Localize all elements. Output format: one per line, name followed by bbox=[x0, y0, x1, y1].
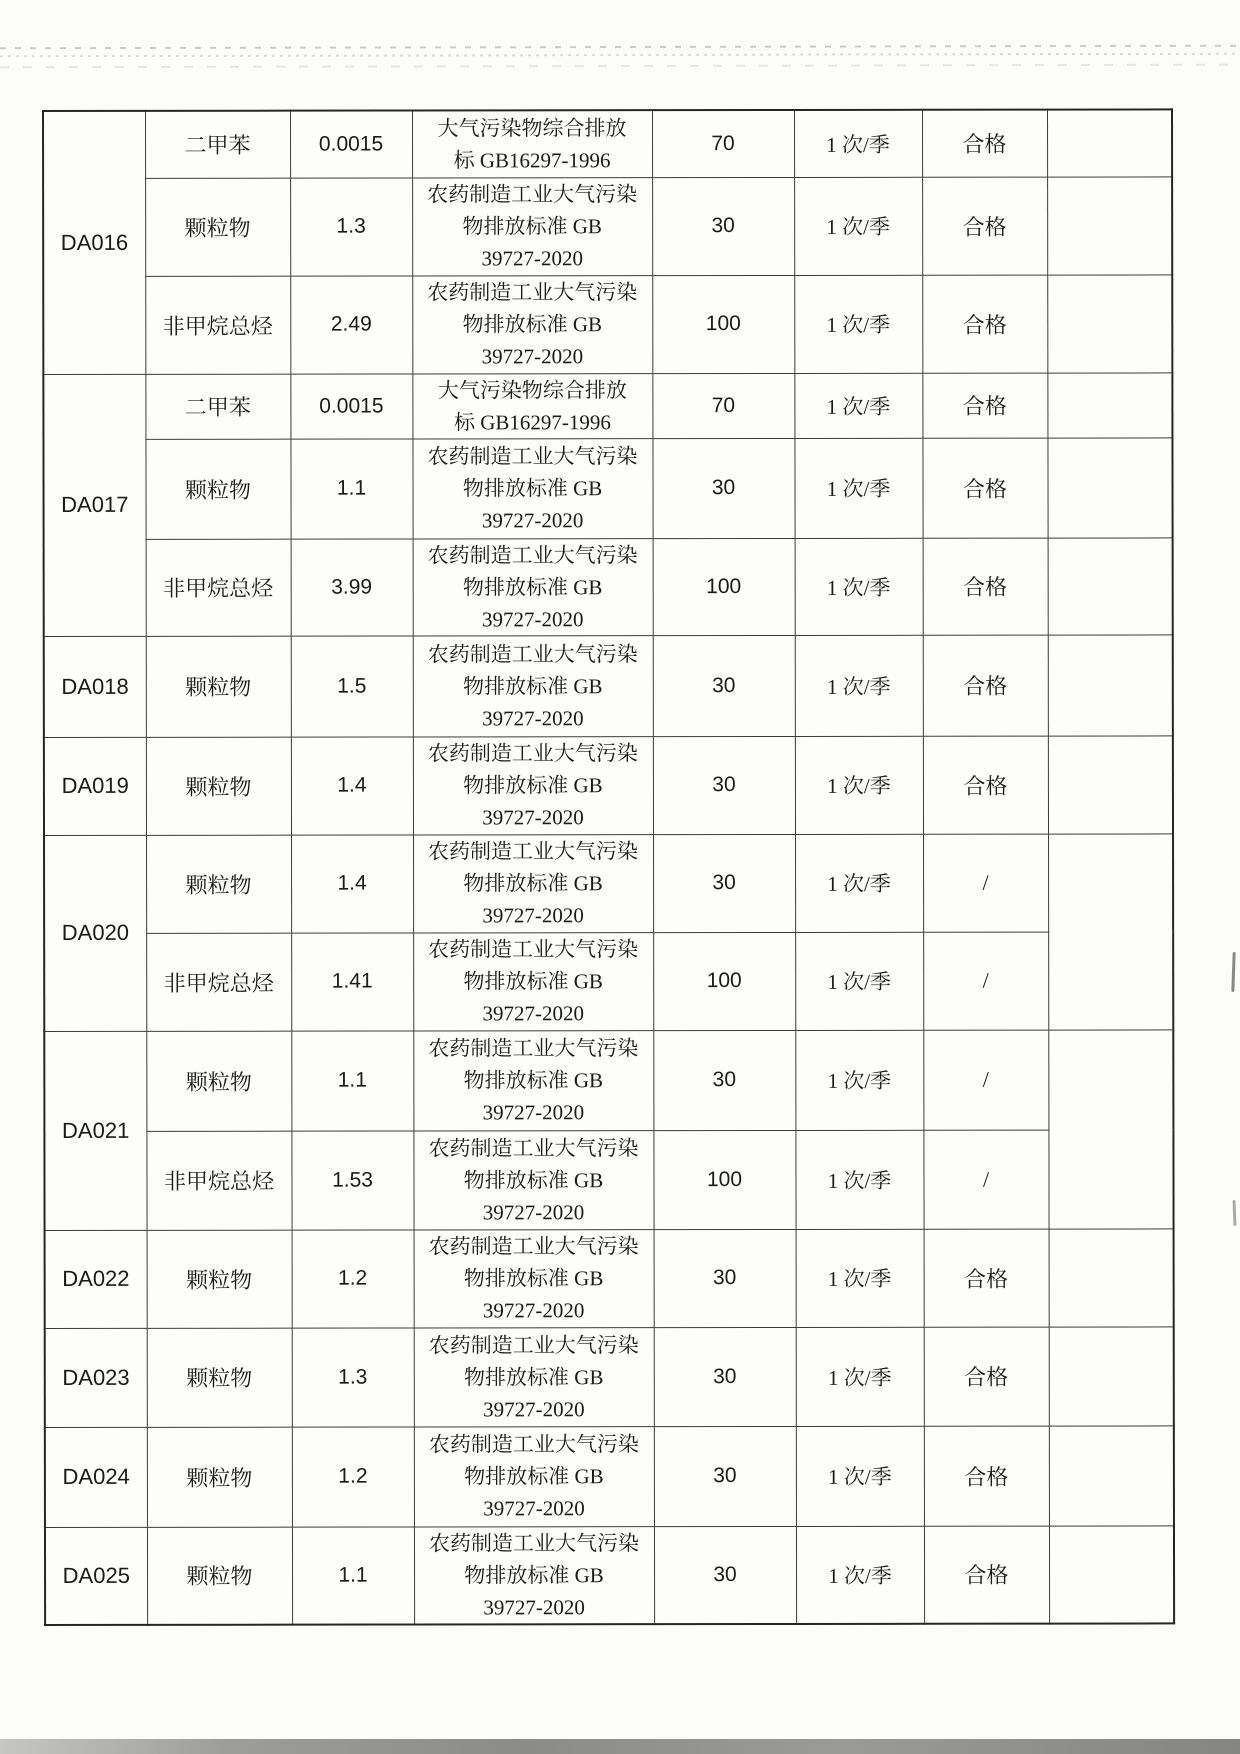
frequency-cell: 1 次/季 bbox=[796, 1229, 924, 1327]
frequency-cell: 1 次/季 bbox=[795, 538, 923, 635]
standard-line: 农药制造工业大气污染 bbox=[428, 937, 639, 962]
standard-line: 农药制造工业大气污染 bbox=[428, 1530, 640, 1555]
frequency-cell: 1 次/季 bbox=[795, 834, 923, 932]
value-cell: 1.4 bbox=[291, 834, 413, 932]
pollutant-cell: 非甲烷总烃 bbox=[146, 1131, 291, 1230]
standard-cell bbox=[412, 177, 652, 275]
value-cell: 1.2 bbox=[292, 1426, 414, 1526]
table-row bbox=[43, 372, 1172, 439]
remark-cell bbox=[1048, 735, 1173, 833]
standard-line: 物排放标准 GB bbox=[463, 1167, 604, 1192]
result-cell: / bbox=[923, 1130, 1048, 1229]
limit-cell: 70 bbox=[652, 373, 794, 438]
standard-line: 39727-2020 bbox=[482, 1199, 585, 1224]
pollutant-cell: 颗粒物 bbox=[147, 1427, 292, 1527]
pollutant-cell: 二甲苯 bbox=[145, 111, 290, 178]
pollutant-cell: 二甲苯 bbox=[145, 374, 290, 439]
pollutant-cell: 颗粒物 bbox=[147, 1328, 292, 1427]
emission-monitoring-table bbox=[42, 108, 1175, 1625]
table-row bbox=[44, 931, 1173, 1031]
standard-line: 农药制造工业大气污染 bbox=[428, 1432, 639, 1457]
table-row bbox=[44, 1129, 1173, 1230]
standard-cell bbox=[414, 1526, 654, 1624]
pollutant-cell: 颗粒物 bbox=[146, 737, 291, 835]
standard-line: 标 GB16297-1996 bbox=[453, 409, 611, 434]
remark-cell bbox=[1049, 1228, 1174, 1326]
frequency-cell: 1 次/季 bbox=[795, 736, 923, 834]
value-cell: 0.0015 bbox=[290, 373, 412, 438]
standard-line: 物排放标准 GB bbox=[462, 476, 603, 501]
limit-cell: 30 bbox=[654, 1526, 796, 1624]
standard-line: 农药制造工业大气污染 bbox=[428, 839, 639, 864]
table-row bbox=[44, 735, 1173, 835]
pollutant-cell: 非甲烷总烃 bbox=[146, 539, 291, 636]
limit-cell: 30 bbox=[652, 177, 794, 275]
limit-cell: 30 bbox=[654, 1229, 796, 1327]
standard-line: 物排放标准 GB bbox=[463, 969, 603, 994]
station-cell: DA019 bbox=[44, 737, 146, 835]
limit-cell: 100 bbox=[653, 932, 795, 1030]
value-cell: 2.49 bbox=[290, 275, 412, 373]
standard-line: 39727-2020 bbox=[482, 805, 584, 830]
frequency-cell: 1 次/季 bbox=[794, 373, 922, 438]
standard-line: 39727-2020 bbox=[483, 1594, 585, 1619]
standard-line: 农药制造工业大气污染 bbox=[427, 741, 638, 766]
standard-cell bbox=[412, 438, 652, 538]
result-cell: 合格 bbox=[923, 538, 1048, 635]
value-cell: 1.3 bbox=[290, 177, 412, 275]
standard-line: 39727-2020 bbox=[482, 1001, 585, 1026]
result-cell: 合格 bbox=[923, 736, 1048, 834]
standard-line: 农药制造工业大气污染 bbox=[428, 1234, 639, 1259]
frequency-cell: 1 次/季 bbox=[794, 438, 922, 538]
standard-cell bbox=[412, 275, 652, 373]
standard-line: 物排放标准 GB bbox=[464, 1364, 604, 1389]
remark-cell bbox=[1047, 176, 1172, 274]
frequency-cell: 1 次/季 bbox=[796, 1426, 924, 1526]
standard-cell bbox=[413, 736, 653, 834]
table-row bbox=[44, 537, 1173, 636]
standard-line: 农药制造工业大气污染 bbox=[427, 542, 638, 567]
frequency-cell: 1 次/季 bbox=[796, 1327, 924, 1426]
standard-line: 农药制造工业大气污染 bbox=[428, 1036, 639, 1061]
remark-cell bbox=[1048, 1029, 1173, 1228]
remark-cell bbox=[1048, 634, 1173, 735]
table-row bbox=[43, 274, 1172, 374]
table-row bbox=[45, 1228, 1174, 1328]
remark-cell bbox=[1048, 833, 1173, 1029]
frequency-cell: 1 次/季 bbox=[795, 1130, 923, 1229]
standard-line: 物排放标准 GB bbox=[464, 1464, 604, 1489]
result-cell: 合格 bbox=[922, 373, 1047, 438]
standard-line: 物排放标准 GB bbox=[462, 312, 603, 337]
pollutant-cell: 非甲烷总烃 bbox=[146, 933, 291, 1031]
standard-line: 39727-2020 bbox=[483, 1396, 585, 1421]
table-row bbox=[45, 1425, 1174, 1527]
standard-line: 物排放标准 GB bbox=[462, 214, 602, 239]
standard-line: 农药制造工业大气污染 bbox=[427, 444, 638, 469]
standard-cell bbox=[414, 1327, 654, 1426]
remark-cell bbox=[1049, 1525, 1174, 1623]
limit-cell: 30 bbox=[654, 1327, 796, 1426]
station-cell: DA025 bbox=[45, 1527, 147, 1625]
standard-line: 39727-2020 bbox=[482, 705, 584, 730]
result-cell: 合格 bbox=[923, 635, 1048, 736]
limit-cell: 100 bbox=[653, 538, 795, 635]
standard-line: 农药制造工业大气污染 bbox=[427, 641, 638, 666]
pollutant-cell: 颗粒物 bbox=[146, 636, 291, 737]
standard-line: 39727-2020 bbox=[483, 1496, 585, 1521]
pollutant-cell: 颗粒物 bbox=[147, 1527, 292, 1625]
value-cell: 1.1 bbox=[291, 1030, 413, 1130]
frequency-cell: 1 次/季 bbox=[795, 932, 923, 1030]
result-cell: 合格 bbox=[922, 438, 1047, 538]
standard-line: 物排放标准 GB bbox=[464, 1562, 604, 1587]
standard-line: 物排放标准 GB bbox=[463, 773, 603, 798]
frequency-cell: 1 次/季 bbox=[796, 1526, 924, 1624]
standard-line: 物排放标准 GB bbox=[463, 1068, 604, 1093]
result-cell: / bbox=[923, 834, 1048, 932]
remark-cell bbox=[1047, 109, 1172, 176]
value-cell: 3.99 bbox=[291, 538, 413, 635]
frequency-cell: 1 次/季 bbox=[794, 110, 922, 177]
result-cell: / bbox=[923, 932, 1048, 1030]
standard-line: 农药制造工业大气污染 bbox=[428, 1332, 639, 1357]
standard-line: 物排放标准 GB bbox=[462, 574, 603, 599]
limit-cell: 100 bbox=[652, 275, 794, 373]
limit-cell: 70 bbox=[652, 110, 794, 177]
pollutant-cell: 颗粒物 bbox=[146, 835, 291, 933]
station-cell: DA017 bbox=[43, 374, 145, 636]
standard-cell bbox=[414, 1229, 654, 1327]
pollutant-cell: 颗粒物 bbox=[145, 439, 290, 539]
frequency-cell: 1 次/季 bbox=[795, 1030, 923, 1130]
table-row bbox=[44, 1029, 1173, 1131]
standard-line: 大气污染物综合排放 bbox=[437, 115, 627, 141]
value-cell: 1.4 bbox=[291, 736, 413, 834]
frequency-cell: 1 次/季 bbox=[794, 275, 922, 373]
value-cell: 1.1 bbox=[290, 438, 412, 538]
standard-line: 39727-2020 bbox=[482, 1298, 585, 1323]
standard-cell bbox=[413, 834, 653, 932]
result-cell: 合格 bbox=[922, 110, 1047, 177]
pollutant-cell: 颗粒物 bbox=[146, 1031, 291, 1131]
value-cell: 1.53 bbox=[291, 1130, 413, 1229]
station-cell: DA024 bbox=[45, 1427, 147, 1527]
standard-line: 物排放标准 GB bbox=[463, 871, 603, 896]
station-cell: DA018 bbox=[44, 636, 146, 737]
table-row bbox=[45, 1525, 1174, 1624]
result-cell: 合格 bbox=[924, 1327, 1049, 1426]
standard-line: 39727-2020 bbox=[481, 344, 584, 369]
limit-cell: 30 bbox=[652, 438, 794, 538]
remark-cell bbox=[1047, 372, 1172, 437]
remark-cell bbox=[1048, 537, 1173, 634]
standard-cell bbox=[413, 932, 653, 1030]
value-cell: 1.3 bbox=[292, 1327, 414, 1426]
standard-line: 物排放标准 GB bbox=[463, 1266, 604, 1291]
remark-cell bbox=[1049, 1425, 1174, 1525]
result-cell: 合格 bbox=[924, 1526, 1049, 1624]
standard-line: 标 GB16297-1996 bbox=[453, 147, 611, 173]
value-cell: 1.41 bbox=[291, 932, 413, 1030]
standard-cell bbox=[413, 538, 653, 635]
standard-line: 39727-2020 bbox=[482, 1100, 585, 1125]
standard-line: 39727-2020 bbox=[482, 903, 584, 928]
standard-cell bbox=[412, 110, 652, 177]
result-cell: 合格 bbox=[922, 177, 1047, 275]
table-row bbox=[45, 1326, 1174, 1427]
result-cell: 合格 bbox=[924, 1229, 1049, 1327]
remark-cell bbox=[1049, 1326, 1174, 1425]
scanner-noise-band bbox=[0, 37, 1240, 80]
standard-cell bbox=[413, 1030, 653, 1130]
result-cell: / bbox=[923, 1030, 1048, 1130]
value-cell: 1.5 bbox=[291, 635, 413, 736]
table-row bbox=[43, 176, 1172, 276]
result-cell: 合格 bbox=[924, 1426, 1049, 1526]
standard-cell bbox=[413, 1130, 653, 1229]
standard-line: 农药制造工业大气污染 bbox=[428, 1135, 639, 1160]
scan-edge-artifact bbox=[1233, 1200, 1237, 1226]
frequency-cell: 1 次/季 bbox=[795, 635, 923, 736]
limit-cell: 30 bbox=[653, 635, 795, 736]
limit-cell: 30 bbox=[654, 1426, 796, 1526]
pollutant-cell: 非甲烷总烃 bbox=[145, 276, 290, 374]
table-row bbox=[43, 109, 1172, 178]
limit-cell: 30 bbox=[653, 1030, 795, 1130]
standard-cell bbox=[414, 1426, 654, 1526]
value-cell: 1.2 bbox=[292, 1229, 414, 1327]
standard-line: 农药制造工业大气污染 bbox=[427, 280, 638, 305]
station-cell: DA023 bbox=[45, 1328, 147, 1427]
limit-cell: 30 bbox=[653, 834, 795, 932]
limit-cell: 30 bbox=[653, 736, 795, 834]
scan-edge-artifact bbox=[1231, 952, 1235, 992]
station-cell: DA020 bbox=[44, 835, 146, 1031]
standard-line: 物排放标准 GB bbox=[463, 673, 603, 698]
standard-cell bbox=[413, 635, 653, 736]
pollutant-cell: 颗粒物 bbox=[145, 178, 290, 276]
table-row bbox=[43, 437, 1172, 539]
remark-cell bbox=[1047, 437, 1172, 537]
frequency-cell: 1 次/季 bbox=[794, 177, 922, 275]
standard-line: 39727-2020 bbox=[481, 606, 584, 631]
standard-line: 39727-2020 bbox=[481, 508, 584, 533]
limit-cell: 100 bbox=[653, 1130, 795, 1229]
standard-line: 农药制造工业大气污染 bbox=[427, 182, 638, 207]
station-cell: DA021 bbox=[44, 1031, 146, 1230]
station-cell: DA022 bbox=[45, 1230, 147, 1328]
value-cell: 1.1 bbox=[292, 1526, 414, 1624]
result-cell: 合格 bbox=[922, 275, 1047, 373]
standard-line: 39727-2020 bbox=[481, 246, 583, 271]
value-cell: 0.0015 bbox=[290, 110, 412, 177]
scan-bottom-edge bbox=[0, 1739, 1240, 1754]
table-row bbox=[44, 833, 1173, 933]
remark-cell bbox=[1047, 274, 1172, 372]
standard-line: 大气污染物综合排放 bbox=[437, 377, 627, 402]
station-cell: DA016 bbox=[43, 111, 145, 374]
standard-cell bbox=[412, 373, 652, 438]
pollutant-cell: 颗粒物 bbox=[147, 1230, 292, 1328]
table-row bbox=[44, 634, 1173, 737]
